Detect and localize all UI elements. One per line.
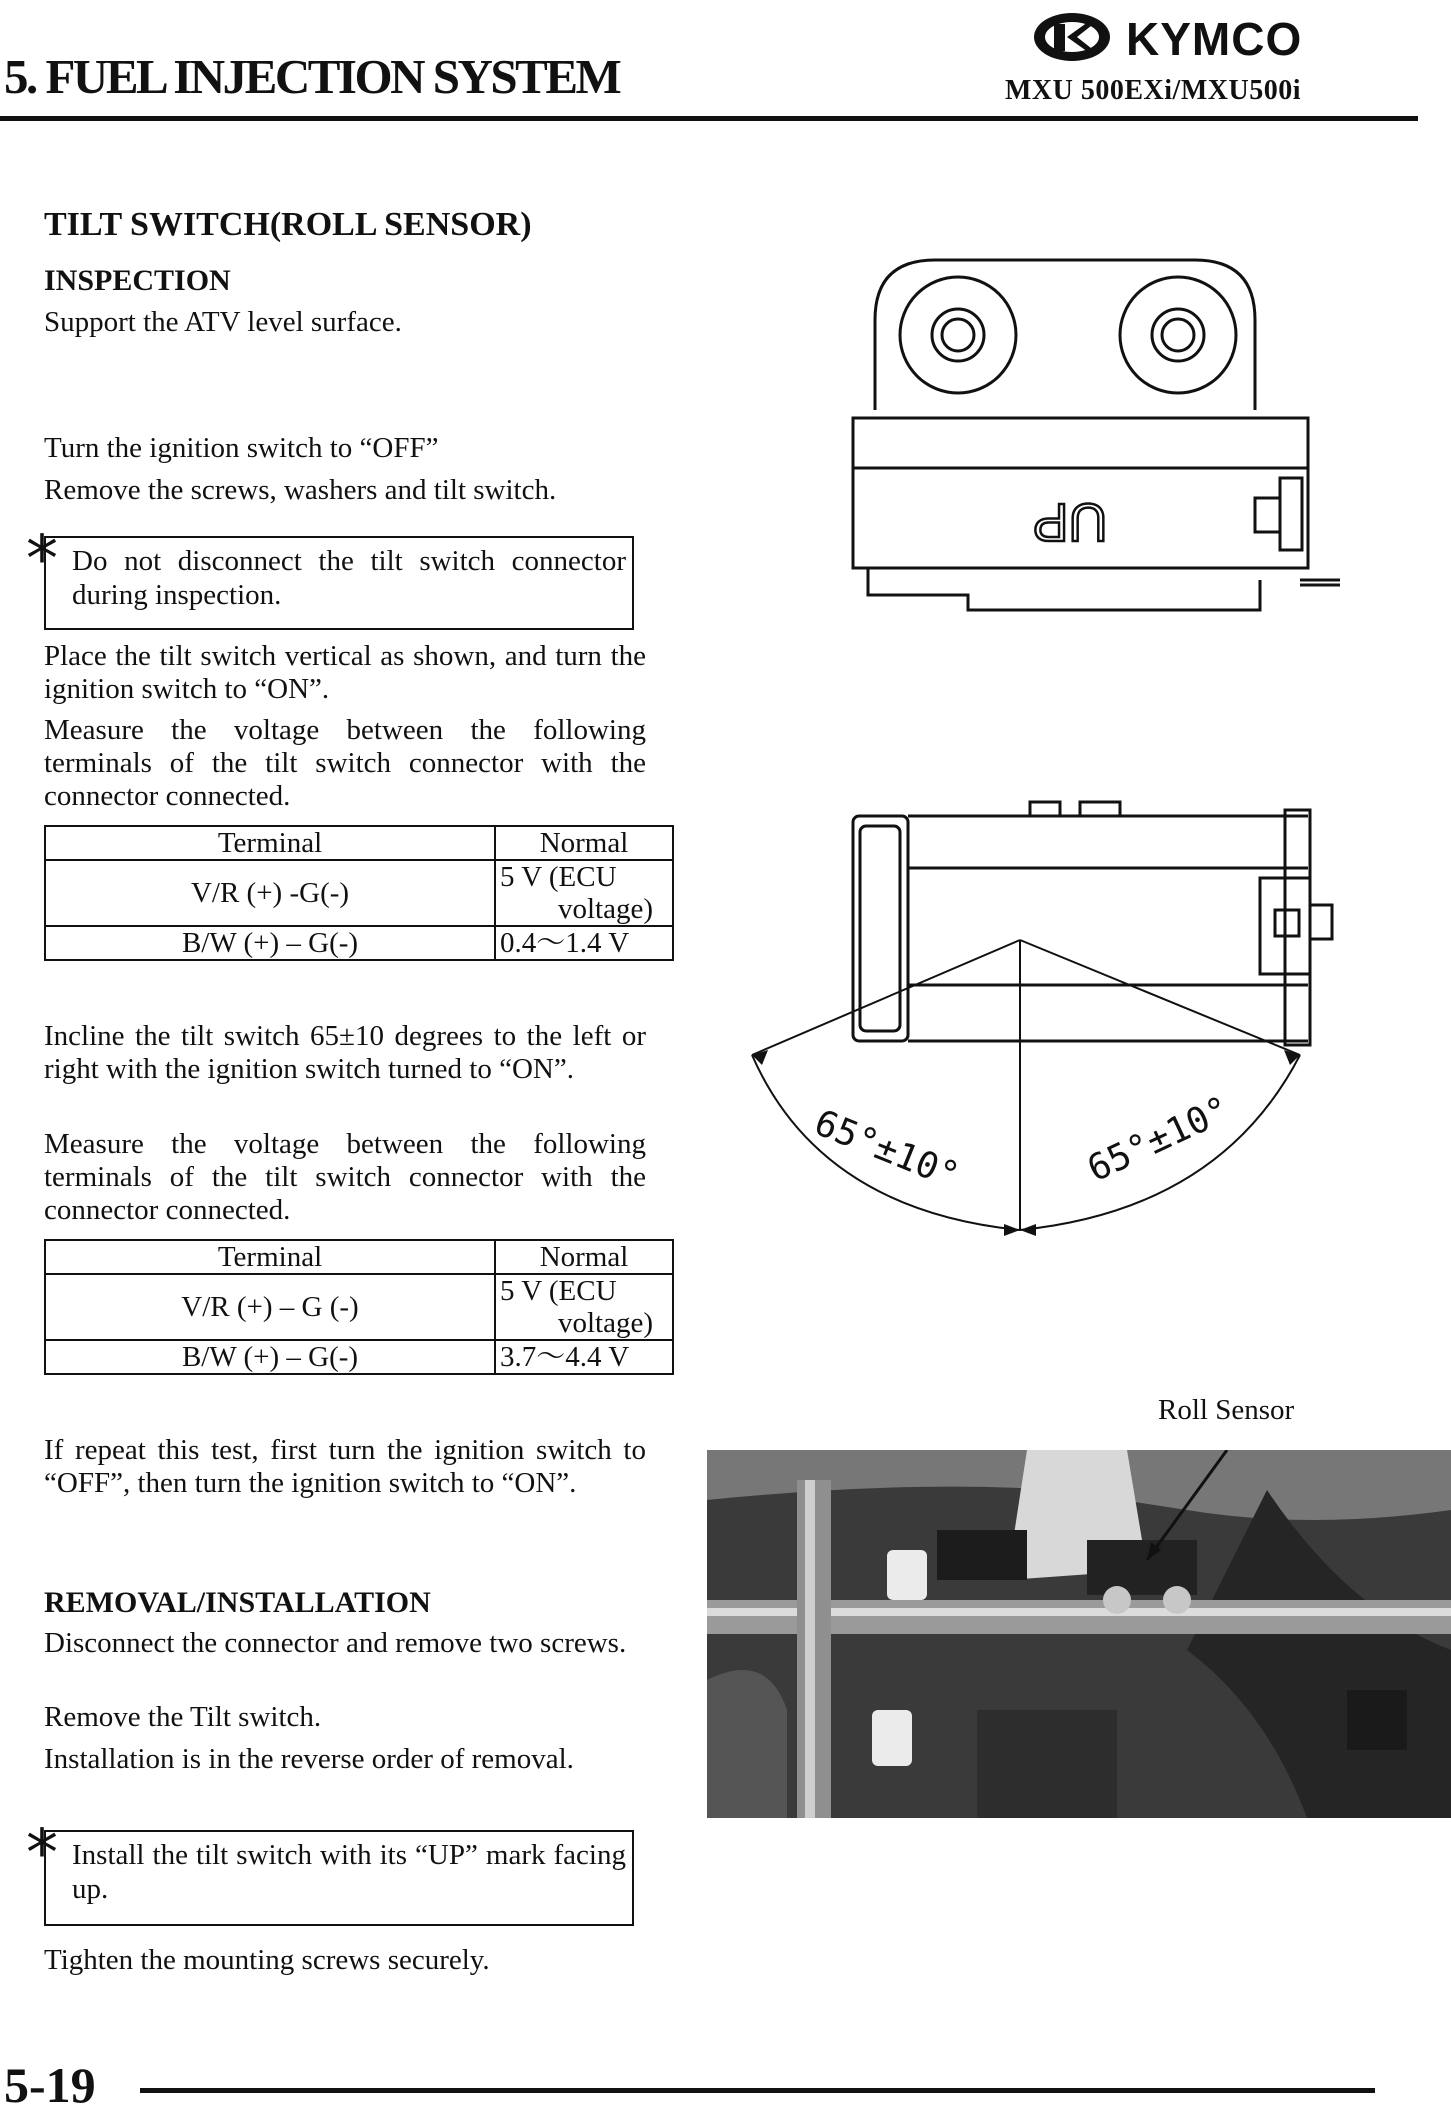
removal-heading: REMOVAL/INSTALLATION <box>44 1586 431 1619</box>
table-row <box>45 1274 673 1340</box>
normal-value-cont: voltage) <box>558 893 654 925</box>
table-header-terminal: Terminal <box>45 1240 495 1274</box>
table-header-normal: Normal <box>495 826 673 860</box>
normal-value: 5 V (ECU <box>500 861 617 893</box>
inspection-step-2: Turn the ignition switch to “OFF” <box>44 432 439 464</box>
footer-rule <box>140 2088 1375 2093</box>
normal-cell <box>495 1274 673 1340</box>
svg-text:KYMCO: KYMCO <box>1126 13 1303 65</box>
inspection-note: Do not disconnect the tilt switch connector during inspection. <box>44 536 634 630</box>
removal-step-2: Remove the Tilt switch. <box>44 1701 322 1733</box>
note-asterisk: * <box>26 523 58 597</box>
inspection-step-7: Measure the voltage between the following terminals of the tilt switch connector with the connector connected. <box>44 1128 646 1226</box>
up-mark: UP <box>1032 492 1108 552</box>
inspection-heading: INSPECTION <box>44 264 231 297</box>
table-header-row <box>45 1240 673 1274</box>
removal-step-1: Disconnect the connector and remove two screws. <box>44 1627 627 1659</box>
model-name: MXU 500EXi/MXU500i <box>1005 75 1301 106</box>
table-row <box>45 926 673 960</box>
voltage-table-inclined <box>44 1239 674 1375</box>
inspection-step-6: Incline the tilt switch 65±10 degrees to the left or right with the ignition switch turned to “ON”. <box>44 1020 646 1085</box>
inspection-step-3: Remove the screws, washers and tilt switch. <box>44 474 557 506</box>
normal-cell: 0.4～1.4 V <box>495 926 673 960</box>
normal-value: 5 V (ECU <box>500 1275 617 1307</box>
terminal-cell: B/W (+) – G(-) <box>45 1340 495 1374</box>
table-header-terminal: Terminal <box>45 826 495 860</box>
section-title: 5. FUEL INJECTION SYSTEM <box>4 49 620 104</box>
normal-cell: 3.7～4.4 V <box>495 1340 673 1374</box>
header-rule <box>0 116 1418 121</box>
kymco-logo <box>1030 10 1380 65</box>
inspection-step-8: If repeat this test, first turn the ignition switch to “OFF”, then turn the ignition switch to “ON”. <box>44 1434 646 1499</box>
page-number: 5-19 <box>4 2057 96 2113</box>
page-heading: TILT SWITCH(ROLL SENSOR) <box>44 206 532 243</box>
removal-note: Install the tilt switch with its “UP” mark facing up. <box>44 1830 634 1926</box>
table-row <box>45 860 673 926</box>
removal-step-3: Installation is in the reverse order of removal. <box>44 1743 574 1775</box>
terminal-cell: V/R (+) – G (-) <box>45 1274 495 1340</box>
voltage-table-vertical <box>44 825 674 961</box>
roll-sensor-label: Roll Sensor <box>1158 1394 1295 1426</box>
inspection-step-4: Place the tilt switch vertical as shown, and turn the ignition switch to “ON”. <box>44 640 646 705</box>
terminal-cell: V/R (+) -G(-) <box>45 860 495 926</box>
table-header-normal: Normal <box>495 1240 673 1274</box>
roll-sensor-photo <box>707 1450 1451 1818</box>
removal-step-4: Tighten the mounting screws securely. <box>44 1944 490 1976</box>
inspection-step-1: Support the ATV level surface. <box>44 306 402 338</box>
tilt-switch-diagram <box>700 250 1350 1280</box>
table-header-row <box>45 826 673 860</box>
angle-left-label: 65°±10° <box>808 1102 965 1198</box>
normal-value-cont: voltage) <box>558 1307 654 1339</box>
note-asterisk: * <box>26 1817 58 1891</box>
normal-cell <box>495 860 673 926</box>
table-row <box>45 1340 673 1374</box>
terminal-cell: B/W (+) – G(-) <box>45 926 495 960</box>
angle-right-label: 65°±10° <box>1081 1088 1237 1191</box>
inspection-step-5: Measure the voltage between the following terminals of the tilt switch connector with the connector connected. <box>44 714 646 812</box>
